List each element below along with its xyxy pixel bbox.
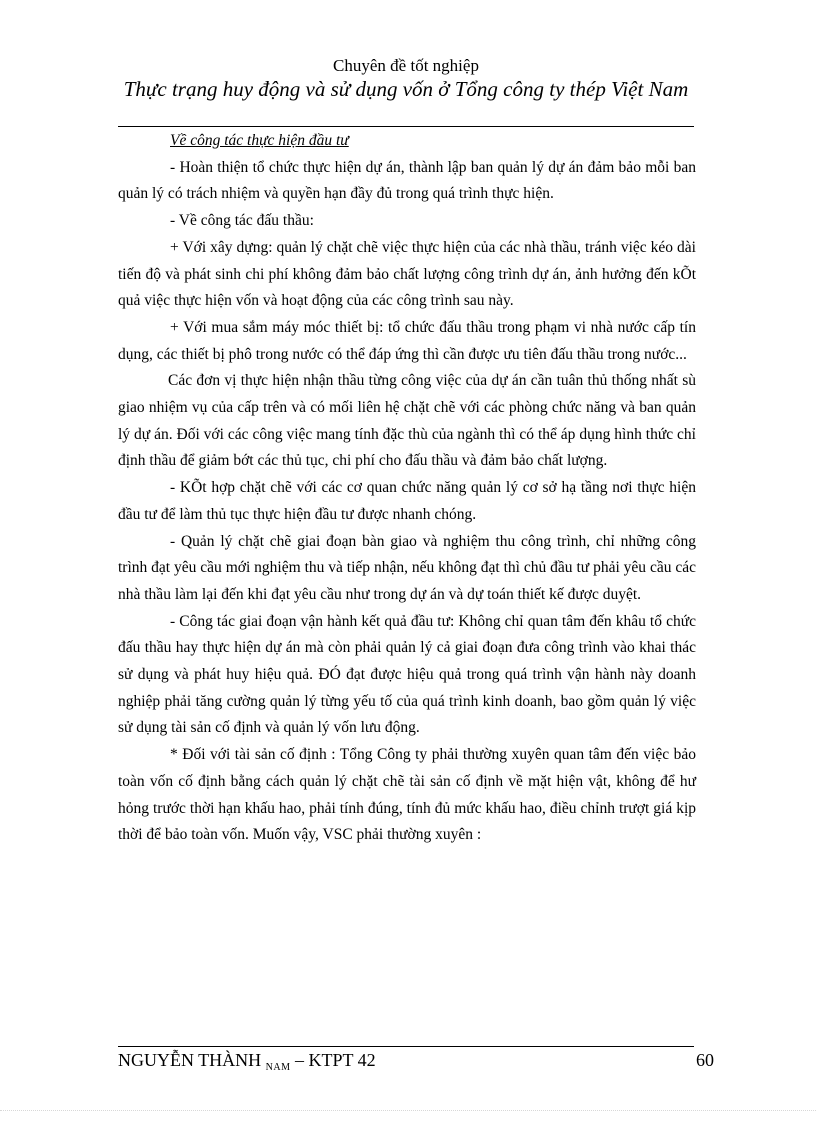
author-course: – KTPT 42 xyxy=(295,1050,376,1070)
author-name: NGUYỄN THÀNH xyxy=(118,1050,262,1070)
header-subtitle: Chuyên đề tốt nghiệp xyxy=(333,56,479,75)
paragraph: + Với xây dựng: quản lý chặt chẽ việc thực hiện của các nhà thầu, tránh việc kéo dài tiến độ và phát sinh chi phí không đảm bảo chất lượng công trình dự án, ảnh hưởng đến kÕt quả việc thực hiện vốn và hoạt động của các công trình sau này. xyxy=(118,238,696,310)
footer-divider xyxy=(118,1046,694,1047)
paragraph: - Quản lý chặt chẽ giai đoạn bàn giao và nghiệm thu công trình, chỉ những công trình đạt yêu cầu mới nghiệm thu và tiếp nhận, nếu không đạt thì chủ đầu tư phải yêu cầu các nhà thầu làm lại đến khi đạt yêu cầu như trong dự án và dự toán thiết kế được duyệt. xyxy=(118,532,696,603)
paragraph: - Về công tác đấu thầu: xyxy=(170,212,314,230)
page-footer xyxy=(118,1050,714,1076)
header-divider xyxy=(118,126,694,127)
page-number: 60 xyxy=(696,1050,714,1070)
paragraph: + Với mua sắm máy móc thiết bị: tổ chức đấu thầu trong phạm vi nhà nước cấp tín dụng, các thiết bị phô trong nước có thể đáp ứng thì cần được ưu tiên đấu thầu trong nước... xyxy=(118,318,696,363)
section-heading: Về công tác thực hiện đầu tư xyxy=(170,132,349,149)
page-edge-divider xyxy=(0,1110,816,1111)
paragraph: - KÕt hợp chặt chẽ với các cơ quan chức năng quản lý cơ sở hạ tầng nơi thực hiện đầu tư để làm thủ tục thực hiện đầu tư được nhanh chóng. xyxy=(118,479,696,523)
author-name-subscript: NAM xyxy=(265,1062,291,1073)
paragraph: Các đơn vị thực hiện nhận thầu từng công việc của dự án cần tuân thủ thống nhất sù giao nhiệm vụ của cấp trên và có mối liên hệ chặt chẽ với các phòng chức năng và ban quản lý dự án. Đối với các công việc mang tính đặc thù của ngành thì có thể áp dụng hình thức chỉ định thầu để giảm bớt các thủ tục, chi phí cho đấu thầu và đảm bảo chất lượng. xyxy=(118,372,696,470)
footer-author xyxy=(118,1050,376,1073)
header-title: Thực trạng huy động và sử dụng vốn ở Tổng công ty thép Việt Nam xyxy=(123,77,689,101)
page-body xyxy=(118,128,696,849)
paragraph: * Đối với tài sản cố định : Tổng Công ty phải thường xuyên quan tâm đến việc bảo toàn vốn cố định bằng cách quản lý chặt chẽ tài sản cố định về mặt hiện vật, không để hư hỏng trước thời hạn khấu hao, phải tính đúng, tính đủ mức khấu hao, điều chỉnh trượt giá kịp thời để bảo toàn vốn. Muốn vậy, VSC phải thường xuyên : xyxy=(118,746,696,844)
paragraph: - Công tác giai đoạn vận hành kết quả đầu tư: Không chỉ quan tâm đến khâu tổ chức đấu thầu hay thực hiện dự án mà còn phải quản lý cả giai đoạn đưa công trình vào khai thác sử dụng và phát huy hiệu quả. ĐÓ đạt được hiệu quả trong quá trình vận hành này doanh nghiệp phải tăng cường quản lý từng yếu tố của quá trình kinh doanh, bao gồm quản lý việc sử dụng tài sản cố định và quản lý vốn lưu động. xyxy=(118,612,696,737)
page-header xyxy=(118,56,694,102)
paragraph: - Hoàn thiện tổ chức thực hiện dự án, thành lập ban quản lý dự án đảm bảo mỗi ban quản lý có trách nhiệm và quyền hạn đầy đủ trong quá trình thực hiện. xyxy=(118,158,696,203)
